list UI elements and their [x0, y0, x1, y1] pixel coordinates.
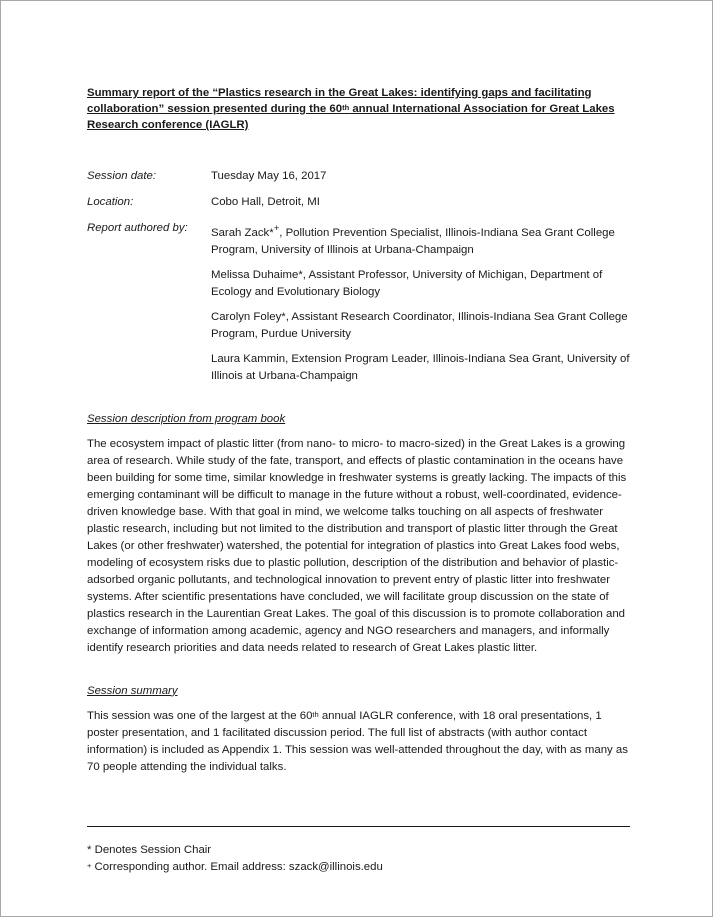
author-affiliation: , Assistant Professor, University of Michigan, Department of Ecology and Evolutionary Biology: [211, 268, 603, 298]
author-name: Sarah Zack*: [211, 226, 274, 239]
footnote-session-chair: [87, 842, 632, 859]
session-date-row: [87, 168, 632, 185]
footnote-text: Corresponding author. Email address: szack@illinois.edu: [91, 861, 383, 873]
author-entry: [211, 267, 632, 301]
summary-text: This session was one of the largest at the 60: [87, 709, 313, 722]
session-description-heading: Session description from program book: [87, 412, 286, 425]
summary-text-end: annual IAGLR conference, with 18 oral presentations, 1 poster presentation, and 1 facilitated discussion period. The full list of abstracts (with author contact information) is included as Appendix 1. This session was well-attended throughout the day, with as many as 70 people attending the individual talks.: [87, 709, 628, 773]
document-body: [87, 85, 632, 776]
session-summary-section: [87, 683, 632, 776]
author-entry: [211, 351, 632, 385]
title-text: Summary report of the “Plastics research in the Great Lakes: identifying gaps and facilitating collaboration” session presented during the 60: [87, 87, 592, 115]
session-date-label: Session date:: [87, 170, 157, 182]
location-value: Cobo Hall, Detroit, MI: [211, 196, 320, 208]
author-name: Laura Kammin: [211, 352, 286, 365]
footnotes: [87, 842, 632, 876]
session-summary-heading: Session summary: [87, 684, 178, 697]
document-title: [87, 85, 632, 133]
location-label: Location:: [87, 196, 134, 208]
author-entry: [211, 220, 632, 259]
author-superscript: +: [273, 223, 280, 234]
authors-row: [87, 220, 632, 385]
footnote-divider: [87, 826, 630, 827]
title-text-end: annual International Association for Great Lakes Research conference (IAGLR): [87, 103, 615, 131]
author-affiliation: , Extension Program Leader, Illinois-Indiana Sea Grant, University of Illinois at Urbana-Champaign: [211, 352, 630, 382]
session-metadata: [87, 168, 632, 385]
author-entry: [211, 309, 632, 343]
author-affiliation: , Pollution Prevention Specialist, Illinois-Indiana Sea Grant College Program, University of Illinois at Urbana-Champaign: [211, 226, 615, 256]
footnote-text: Denotes Session Chair: [91, 844, 212, 856]
footnote-mark: *: [87, 844, 92, 856]
author-name: Carolyn Foley*: [211, 310, 286, 323]
title-superscript: th: [342, 102, 350, 112]
summary-superscript: th: [312, 709, 319, 719]
author-name: Melissa Duhaime*: [211, 268, 303, 281]
session-description-body: The ecosystem impact of plastic litter (from nano- to micro- to macro-sized) in the Great Lakes is a growing area of research. While study of the fate, transport, and effects of plastic contamination in the oceans have been building for some time, similar knowledge in freshwater systems is greatly lacking. The impacts of this emerging contaminant will be difficult to manage in the future without a robust, well-coordinated, evidence-driven knowledge base. With that goal in mind, we welcome talks touching on all aspects of freshwater plastic research, including but not limited to the distribution and transport of plastic litter through the Great Lakes (or other freshwater) watershed, the potential for integration of plastics into Great Lakes food webs, modeling of ecosystem risks due to plastic pollution, description of the distribution and behavior of plastic-adsorbed organic pollutants, and technological innovation to prevent entry of plastic litter into freshwater systems. After scientific presentations have concluded, we will facilitate group discussion on the state of plastics research in the Laurentian Great Lakes. The goal of this discussion is to promote collaboration and exchange of information among academic, agency and NGO researchers and managers, and informally identify research priorities and data needs related to research of Great Lakes plastic litter.: [87, 437, 627, 654]
location-row: [87, 194, 632, 211]
authors-label: Report authored by:: [87, 222, 188, 234]
authors-list: [211, 220, 632, 385]
session-summary-body: [87, 708, 632, 776]
session-date-value: Tuesday May 16, 2017: [211, 170, 327, 182]
footnote-mark: +: [87, 860, 92, 870]
footnote-corresponding-author: [87, 859, 632, 876]
author-affiliation: , Assistant Research Coordinator, Illinois-Indiana Sea Grant College Program, Purdue University: [211, 310, 628, 340]
session-description-section: [87, 411, 632, 657]
